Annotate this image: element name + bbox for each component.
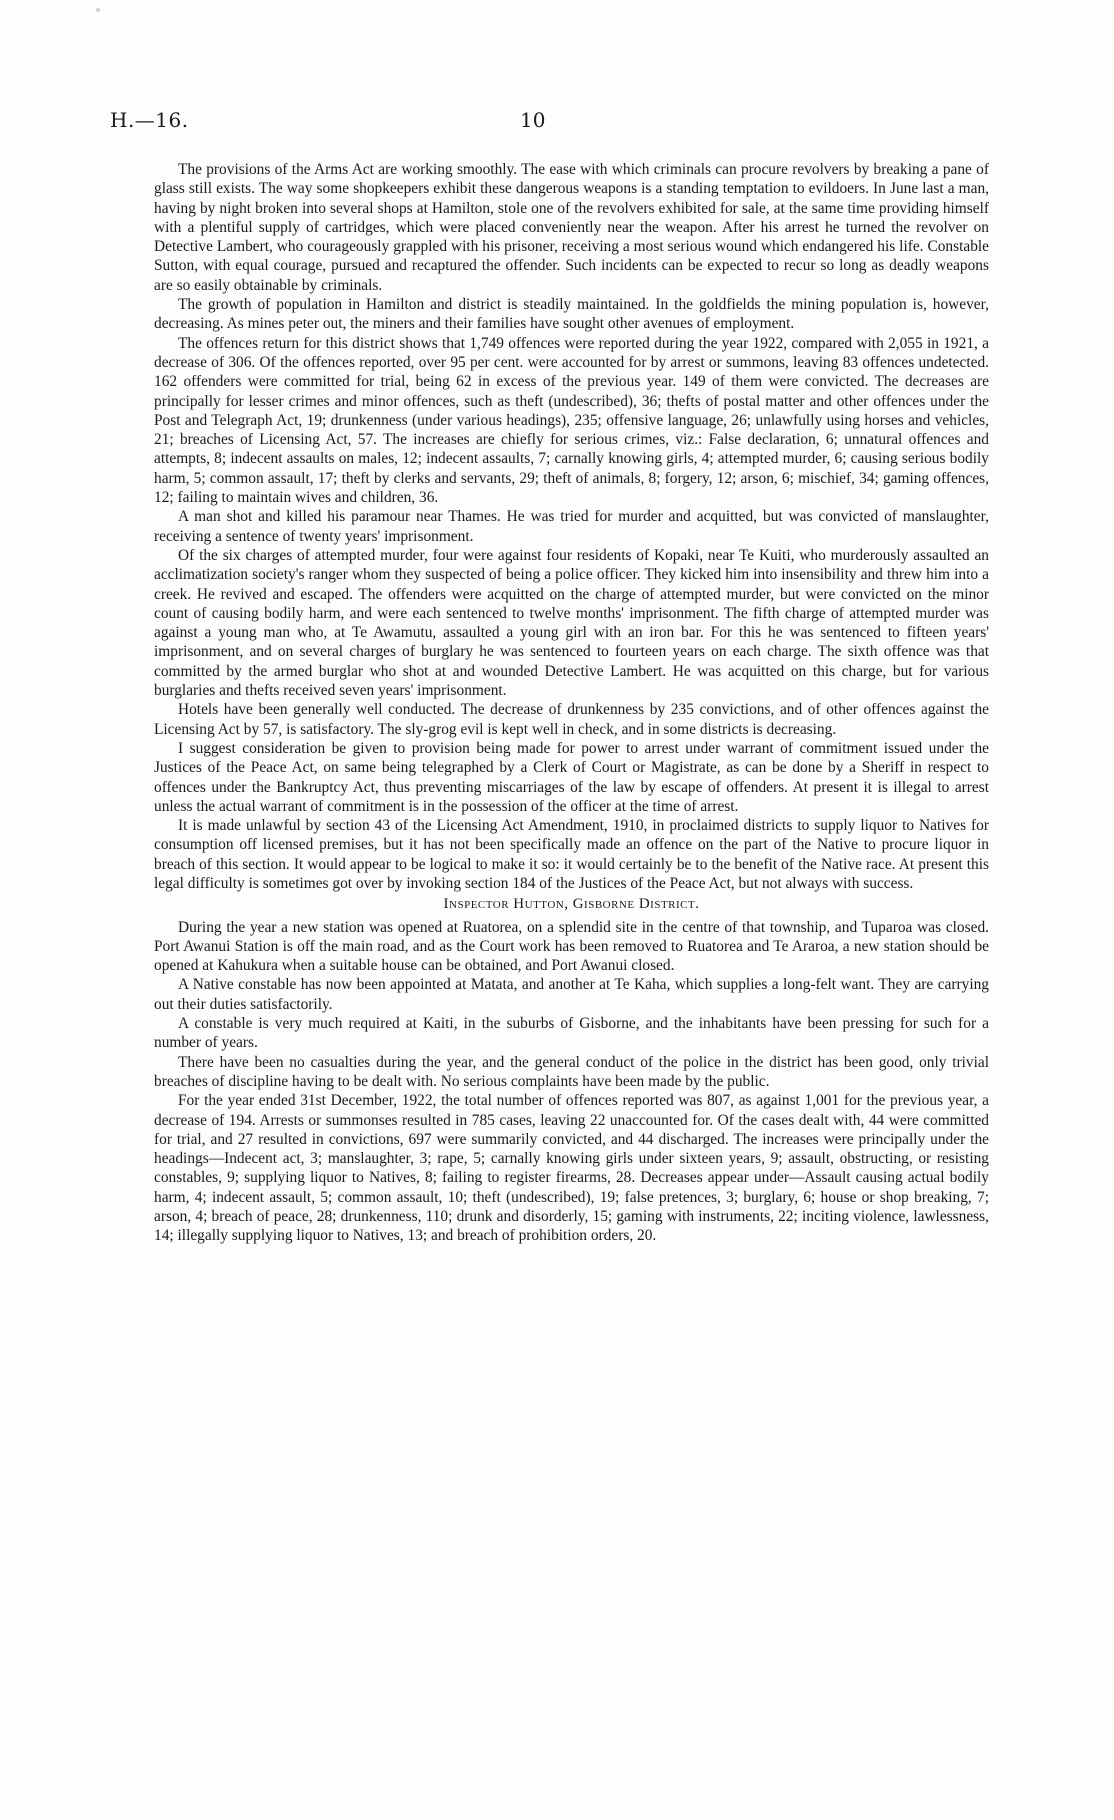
margin-mark [96, 8, 100, 12]
paragraph-native-constable: A Native constable has now been appointed at Matata, and another at Te Kaha, which supplies a long-felt want. They are carrying out their duties satisfactorily. [154, 976, 989, 1013]
paragraph-conduct: There have been no casualties during the year, and the general conduct of the police in the district has been good, only trivial breaches of discipline having to be dealt with. No serious complaints have been made by the public. [154, 1053, 989, 1090]
paragraph-attempted-murder: Of the six charges of attempted murder, four were against four residents of Kopaki, near Te Kuiti, who murderously assaulted an acclimatization society's ranger whom they suspected of being a police officer. They kicked him into insensibility and threw him into a creek. He revived and escaped. The offenders were acquitted on the charge of attempted murder, but were convicted on the minor count of causing bodily harm, and were each sentenced to twelve months' imprisonment. The fifth charge of attempted murder was against a young man who, at Te Awamutu, assaulted a young girl with an iron bar. For this he was sentenced to fifteen years' imprisonment, and on several charges of burglary he was sentenced to fourteen years on each charge. The sixth offence was that committed by the armed burglar who shot at and wounded Detective Lambert. He was acquitted on this charge, but for various burglaries and thefts received seven years' imprisonment. [154, 546, 989, 700]
paragraph-licensing-natives: It is made unlawful by section 43 of the Licensing Act Amendment, 1910, in proclaimed districts to supply liquor to Natives for consumption off licensed premises, but it has not been specifically made an offence on the part of the Native to procure liquor in breach of this section. It would appear to be logical to make it so: it would certainly be to the benefit of the Native race. At present this legal difficulty is sometimes got over by invoking section 184 of the Justices of the Peace Act, but not always with success. [154, 817, 989, 892]
paragraph-thames-case: A man shot and killed his paramour near Thames. He was tried for murder and acquitted, but was convicted of manslaughter, receiving a sentence of twenty years' imprisonment. [154, 508, 989, 545]
paragraph-warrant-suggestion: I suggest consideration be given to provision being made for power to arrest under warrant of commitment issued under the Justices of the Peace Act, on same being telegraphed by a Clerk of Court or Magistrate, as can be done by a Sheriff in respect to offences under the Bankruptcy Act, thus preventing miscarriages of the law by escape of offenders. At present it is illegal to arrest unless the actual warrant of commitment is in the possession of the officer at the time of arrest. [154, 739, 989, 815]
paragraph-new-station: During the year a new station was opened at Ruatorea, on a splendid site in the centre of that township, and Tuparoa was closed. Port Awanui Station is off the main road, and as the Court work has been removed to Ruatorea and Te Araroa, a new station should be opened at Kahukura when a suitable house can be obtained, and Port Awanui closed. [154, 918, 989, 975]
section-heading: Inspector Hutton, Gisborne District. [443, 896, 700, 913]
paragraph-population: The growth of population in Hamilton and district is steadily maintained. In the goldfields the mining population is, however, decreasing. As mines peter out, the miners and their families have sought other avenues of employment. [154, 296, 989, 333]
paragraph-gisborne-offences: For the year ended 31st December, 1922, the total number of offences reported was 807, as against 1,001 for the previous year, a decrease of 194. Arrests or summonses resulted in 785 cases, leaving 22 unaccounted for. Of the cases dealt with, 44 were committed for trial, and 27 resulted in convictions, 697 were summarily convicted, and 44 discharged. The increases were principally under the headings—Indecent act, 3; manslaughter, 3; rape, 5; carnally knowing girls under sixteen years, 9; assault, obstructing, or resisting constables, 9; supplying liquor to Natives, 8; failing to register firearms, 28. Decreases appear under—Assault causing actual bodily harm, 4; indecent assault, 5; common assault, 10; theft (undescribed), 19; false pretences, 3; burglary, 6; house or shop breaking, 7; arson, 4; breach of peace, 28; drunkenness, 110; drunk and disorderly, 15; gaming with instruments, 22; inciting violence, lawlessness, 14; illegally supplying liquor to Natives, 13; and breach of prohibition orders, 20. [154, 1092, 989, 1245]
document-body [154, 160, 989, 1246]
page-header [110, 108, 1004, 138]
page-number: 10 [520, 108, 546, 132]
paragraph-hotels: Hotels have been generally well conducted. The decrease of drunkenness by 235 convictions, and of other offences against the Licensing Act by 57, is satisfactory. The sly-grog evil is kept well in check, and in some districts is decreasing. [154, 701, 989, 738]
paragraph-arms-act: The provisions of the Arms Act are working smoothly. The ease with which criminals can procure revolvers by breaking a pane of glass still exists. The way some shopkeepers exhibit these dangerous weapons is a standing temptation to evildoers. In June last a man, having by night broken into several shops at Hamilton, stole one of the revolvers exhibited for sale, at the same time providing himself with a plentiful supply of cartridges, which were placed conveniently near the weapon. After his arrest he turned the revolver on Detective Lambert, who courageously grappled with his prisoner, receiving a most serious wound which endangered his life. Constable Sutton, with equal courage, pursued and recaptured the offender. Such incidents can be expected to recur so long as deadly weapons are so easily obtainable by criminals. [154, 161, 989, 294]
paragraph-kaiti-constable: A constable is very much required at Kaiti, in the suburbs of Gisborne, and the inhabitants have been pressing for such for a number of years. [154, 1015, 989, 1052]
paragraph-offences-return: The offences return for this district shows that 1,749 offences were reported during the year 1922, compared with 2,055 in 1921, a decrease of 306. Of the offences reported, over 95 per cent. were accounted for by arrest or summons, leaving 83 offences undetected. 162 offenders were committed for trial, being 62 in excess of the previous year. 149 of them were convicted. The decreases are principally for lesser crimes and minor offences, such as theft (undescribed), 36; thefts of postal matter and other offences under the Post and Telegraph Act, 19; drunkenness (under various headings), 235; offensive language, 26; unlawfully using horses and vehicles, 21; breaches of Licensing Act, 57. The increases are chiefly for serious crimes, viz.: False declaration, 6; unnatural offences and attempts, 8; indecent assaults on males, 12; indecent assaults, 7; carnally knowing girls, 4; attempted murder, 6; causing serious bodily harm, 5; common assault, 17; theft by clerks and servants, 29; theft of animals, 8; forgery, 12; arson, 6; mischief, 34; gaming offences, 12; failing to maintain wives and children, 36. [154, 334, 989, 507]
document-reference: H.—16. [110, 108, 189, 132]
